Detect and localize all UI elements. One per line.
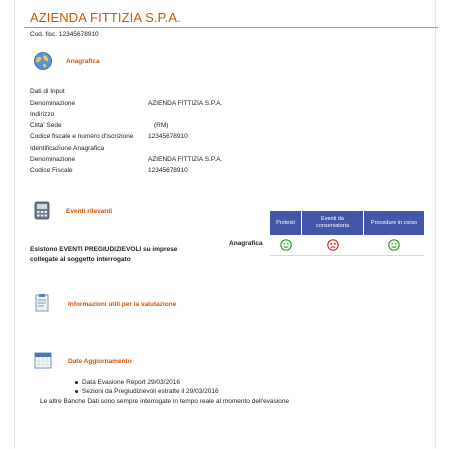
eventi-message: collegate al soggetto interrogato [30,256,131,263]
section-title-informazioni: Informazioni utili per la valutazione [68,301,177,308]
list-item: Data Evasione Report 29/03/2016 [82,378,219,387]
anagrafica-label: Denominazione [30,156,76,163]
anagrafica-label: Codice fiscale e numero d'iscrizione [30,133,134,140]
status-cell [302,235,364,255]
smile-icon [388,239,400,251]
update-list [82,378,219,396]
title-divider [24,27,438,28]
anagrafica-value: AZIENDA FITTIZIA S.P.A. [148,100,223,107]
events-table [270,211,424,256]
phone-icon [33,200,53,220]
section-title-aggiornamento: Date Aggiornamento [68,358,132,365]
status-cell [270,235,302,255]
anagrafica-value: 12345678910 [148,133,188,140]
anagrafica-label: Citta' Sede [30,122,62,129]
events-table-header [270,211,424,235]
status-cell [364,235,424,255]
document-icon [33,293,53,313]
section-title-anagrafica: Anagrafica [66,58,100,65]
table-row [270,235,424,256]
anagrafica-value: 12345678910 [148,167,188,174]
fiscal-code: Cod. fisc. 12345678910 [30,31,99,38]
section-title-eventi: Eventi rilevanti [66,208,113,215]
column-header-conservatoria: Eventi da conservatoria [302,211,364,235]
anagrafica-value: (RM) [154,122,169,129]
eventi-row-label: Anagrafica [229,240,263,247]
anagrafica-label: Codice Fiscale [30,167,73,174]
frown-icon [327,239,339,251]
list-item: Sezioni da Pregiudizievoli estratte il 29/03/2016 [82,388,219,395]
anagrafica-value: AZIENDA FITTIZIA S.P.A. [148,156,223,163]
smile-icon [280,239,292,251]
eventi-message: Esistono EVENTI PREGIUDIZIEVOLI su imprese [30,246,178,253]
anagrafica-label: Indirizzo [30,111,55,118]
company-name: AZIENDA FITTIZIA S.P.A. [30,10,181,25]
anagrafica-label: Identificazione Anagrafica [30,145,105,152]
column-header-procedure: Procedure in corso [364,211,424,235]
calendar-icon [33,350,53,370]
globe-icon [33,51,53,71]
anagrafica-label: Dati di Input [30,88,65,95]
update-note: Le altre Banche Dati sono sempre interrogate in tempo reale al momento dell'evasione [40,398,290,405]
anagrafica-label: Denominazione [30,100,76,107]
column-header-protesti: Protesti [270,211,302,235]
